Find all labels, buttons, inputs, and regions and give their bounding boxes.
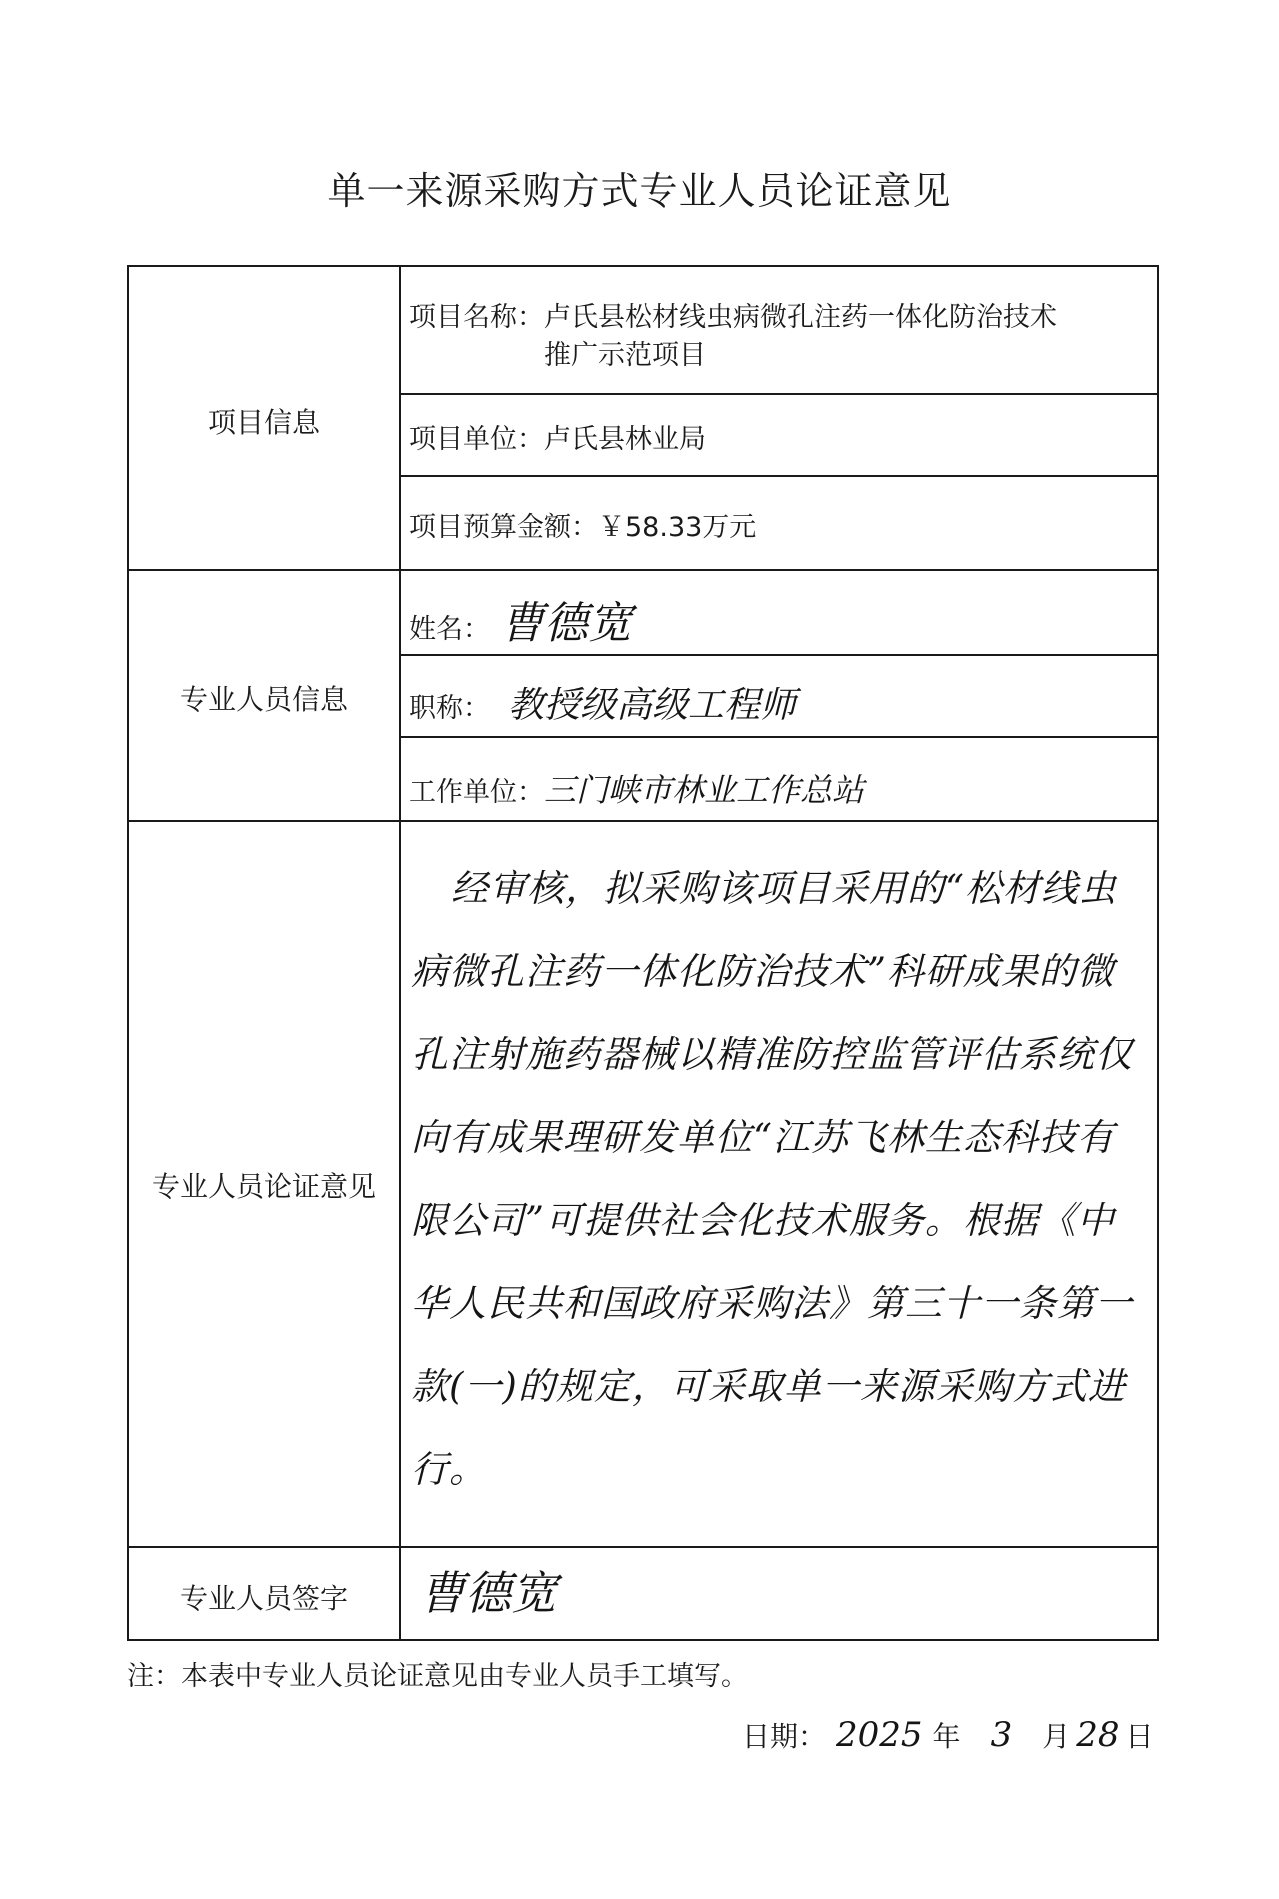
expert-name-label: 姓名： — [409, 614, 490, 645]
date-month: 3 — [990, 1715, 1013, 1755]
footnote: 注：本表中专业人员论证意见由专业人员手工填写。 — [127, 1661, 748, 1692]
project-budget: 项目预算金额：￥58.33万元 — [409, 512, 757, 543]
project-name-line1: 卢氏县松材线虫病微孔注药一体化防治技术 — [544, 302, 1057, 333]
date-year-unit: 年 — [932, 1720, 961, 1753]
project-name-prefix: 项目名称： — [409, 302, 544, 333]
date-row — [742, 1715, 1154, 1755]
expert-title-row — [409, 677, 796, 728]
date-day-unit: 日 — [1125, 1720, 1154, 1753]
section-divider — [129, 1546, 1157, 1548]
signature-label: 专业人员签字 — [179, 1582, 348, 1615]
date-year: 2025 — [836, 1715, 923, 1755]
opinion-label: 专业人员论证意见 — [151, 1170, 376, 1203]
project-name — [409, 295, 1057, 334]
form-table — [127, 265, 1159, 1641]
section-divider — [129, 820, 1157, 822]
opinion-text: 经审核，拟采购该项目采用的“松材线虫病微孔注药一体化防治技术”科研成果的微孔注射施药器械以精准防控监管评估系统仅向有成果理研发单位“江苏飞林生态科技有限公司”可提供社会化技术服务。根据《中华人民共和国政府采购法》第三十一条第一款(一)的规定，可采取单一来源采购方式进行。 — [411, 867, 1133, 1491]
row-divider — [399, 654, 1157, 656]
expert-workplace-label: 工作单位： — [409, 777, 544, 808]
expert-workplace-row — [409, 765, 864, 811]
expert-name-row — [409, 587, 632, 651]
column-divider — [399, 267, 401, 1639]
row-divider — [399, 393, 1157, 395]
row-divider — [399, 475, 1157, 477]
expert-title-label: 职称： — [409, 693, 490, 724]
date-month-unit: 月 — [1042, 1720, 1071, 1753]
project-name-line2: 推广示范项目 — [544, 340, 706, 371]
expert-title-value: 教授级高级工程师 — [508, 685, 797, 726]
date-day: 28 — [1076, 1715, 1120, 1755]
expert-workplace-value: 三门峡市林业工作总站 — [544, 771, 865, 809]
expert-info-label: 专业人员信息 — [179, 683, 348, 716]
row-divider — [399, 736, 1157, 738]
project-info-label: 项目信息 — [207, 406, 320, 439]
expert-name-value: 曹德宽 — [500, 598, 632, 649]
signature-value: 曹德宽 — [419, 1566, 557, 1620]
page-title: 单一来源采购方式专业人员论证意见 — [327, 169, 952, 213]
date-label: 日期： — [742, 1720, 827, 1753]
project-unit: 项目单位：卢氏县林业局 — [409, 424, 706, 455]
section-divider — [129, 569, 1157, 571]
